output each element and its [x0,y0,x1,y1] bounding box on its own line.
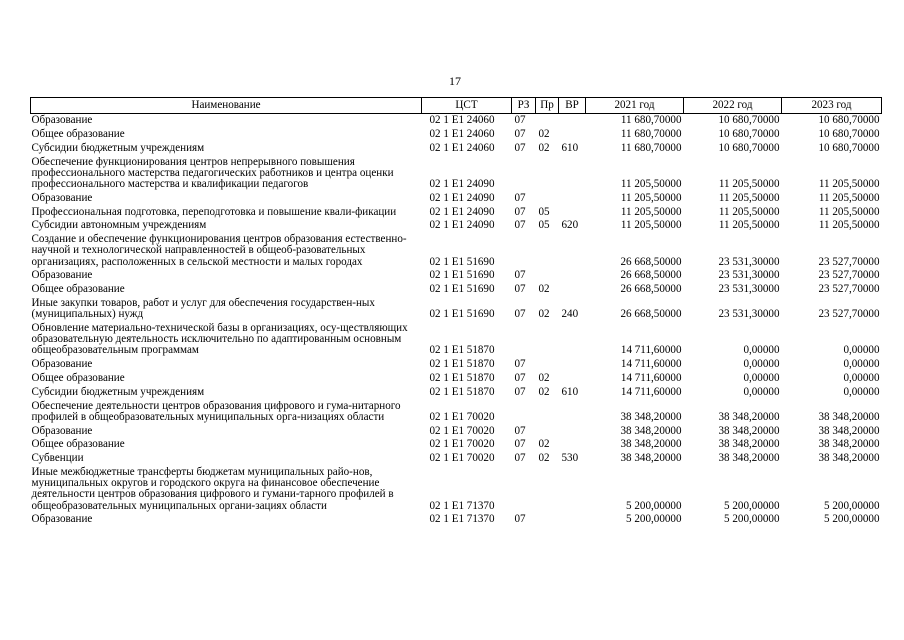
cell-vr [559,513,586,527]
table-row [31,372,882,386]
table-row [31,297,882,322]
cell-name: Образование [31,191,93,204]
cell-amount-2023: 0,00000 [843,344,880,357]
cell-rz [512,233,536,269]
cell-amount-2021: 5 200,00000 [626,513,682,526]
cell-rz [512,466,536,513]
cell-pr [536,322,559,358]
cell-cst: 02 1 E1 51690 [429,269,495,282]
header-vr: ВР [559,98,586,114]
cell-amount-2021: 11 205,50000 [620,178,682,191]
cell-cst: 02 1 E1 24060 [429,128,495,141]
cell-amount-2022: 0,00000 [743,372,780,385]
cell-vr: 610 [561,385,579,398]
cell-name: Субсидии бюджетным учреждениям [31,141,205,154]
cell-pr: 02 [538,308,550,321]
cell-name: Субсидии автономным учреждениям [31,219,207,232]
cell-name: Иные межбюджетные трансферты бюджетам муниципальных райо-нов, муниципальных округов и городского округа на финансовое обеспечение деятельности центров образования цифрового и гумани-тарного профилей в общеобразовательных муниципальных органи-зациях области [31,466,394,512]
cell-vr: 530 [561,452,579,465]
header-rz: РЗ [512,98,536,114]
header-cst: ЦСТ [422,98,512,114]
cell-rz: 07 [514,308,526,321]
cell-rz: 07 [514,358,526,371]
cell-amount-2023: 11 205,50000 [818,219,880,232]
cell-cst: 02 1 E1 70020 [429,438,495,451]
cell-amount-2022: 23 531,30000 [718,308,780,321]
cell-cst: 02 1 E1 71370 [429,513,495,526]
cell-amount-2021: 14 711,60000 [620,372,682,385]
cell-vr: 610 [561,141,579,154]
cell-pr [536,399,559,424]
cell-rz: 07 [514,205,526,218]
cell-cst: 02 1 E1 51870 [429,358,495,371]
cell-amount-2023: 0,00000 [843,385,880,398]
cell-pr: 05 [538,219,550,232]
cell-pr [536,269,559,283]
cell-vr [559,399,586,424]
cell-vr: 620 [561,219,579,232]
cell-vr [559,269,586,283]
cell-name: Образование [31,114,93,127]
cell-amount-2022: 23 531,30000 [718,283,780,296]
cell-cst: 02 1 E1 24090 [429,205,495,218]
table-row [31,322,882,358]
cell-rz: 07 [514,424,526,437]
table-row [31,386,882,400]
cell-rz: 07 [514,452,526,465]
cell-amount-2023: 0,00000 [843,372,880,385]
table-row [31,192,882,206]
cell-amount-2022: 5 200,00000 [724,513,780,526]
cell-cst: 02 1 E1 51690 [429,255,495,268]
cell-amount-2021: 11 680,70000 [620,141,682,154]
cell-amount-2021: 26 668,50000 [620,308,682,321]
cell-rz: 07 [514,128,526,141]
table-row [31,233,882,269]
cell-vr [559,358,586,372]
cell-amount-2022: 0,00000 [743,358,780,371]
cell-amount-2023: 11 205,50000 [818,191,880,204]
cell-amount-2022: 38 348,20000 [718,410,780,423]
cell-amount-2022: 23 531,30000 [718,269,780,282]
header-pr: Пр [536,98,559,114]
cell-amount-2021: 14 711,60000 [620,358,682,371]
cell-vr [559,233,586,269]
cell-amount-2022: 5 200,00000 [724,499,780,512]
cell-pr [536,424,559,438]
budget-table [30,97,882,527]
cell-pr: 02 [538,141,550,154]
table-row [31,269,882,283]
cell-rz: 07 [514,385,526,398]
cell-amount-2023: 38 348,20000 [818,424,880,437]
header-year-2022: 2022 год [684,98,782,114]
cell-amount-2022: 38 348,20000 [718,424,780,437]
cell-rz: 07 [514,372,526,385]
cell-amount-2021: 11 680,70000 [620,114,682,127]
cell-amount-2023: 11 205,50000 [818,178,880,191]
cell-vr [559,128,586,142]
cell-amount-2021: 26 668,50000 [620,269,682,282]
cell-amount-2023: 10 680,70000 [818,114,880,127]
cell-cst: 02 1 E1 51690 [429,308,495,321]
page-number: 17 [449,74,461,88]
cell-amount-2022: 11 205,50000 [718,205,780,218]
cell-amount-2021: 11 205,50000 [620,191,682,204]
cell-name: Образование [31,424,93,437]
cell-name: Субсидии бюджетным учреждениям [31,385,205,398]
table-row [31,114,882,128]
cell-amount-2021: 38 348,20000 [620,424,682,437]
header-year-2021: 2021 год [586,98,684,114]
cell-cst: 02 1 E1 51870 [429,372,495,385]
cell-amount-2023: 0,00000 [843,358,880,371]
cell-name: Обеспечение деятельности центров образования цифрового и гума-нитарного профилей в общеобразовательных муниципальных орга-низациях области [31,399,401,423]
cell-amount-2021: 38 348,20000 [620,410,682,423]
table-row [31,452,882,466]
cell-pr [536,513,559,527]
cell-amount-2023: 23 527,70000 [818,308,880,321]
cell-name: Обновление материально-технической базы в организациях, осу-ществляющих образовательную деятельность исключительно по адаптированным основным общеобразовательным программам [31,322,408,357]
cell-amount-2021: 14 711,60000 [620,344,682,357]
cell-name: Образование [31,358,93,371]
cell-rz: 07 [514,191,526,204]
cell-pr: 02 [538,438,550,451]
cell-amount-2021: 11 205,50000 [620,219,682,232]
cell-amount-2023: 11 205,50000 [818,205,880,218]
cell-amount-2022: 10 680,70000 [718,141,780,154]
cell-pr: 05 [538,205,550,218]
cell-name: Иные закупки товаров, работ и услуг для обеспечения государствен-ных (муниципальных) нужд [31,297,375,321]
table-row [31,438,882,452]
cell-amount-2023: 5 200,00000 [824,513,880,526]
cell-name: Образование [31,269,93,282]
cell-vr [559,322,586,358]
cell-name: Профессиональная подготовка, переподготовка и повышение квали-фикации [31,205,397,218]
cell-pr: 02 [538,283,550,296]
cell-cst: 02 1 E1 51870 [429,385,495,398]
cell-cst: 02 1 E1 51690 [429,283,495,296]
cell-cst: 02 1 E1 24090 [429,219,495,232]
cell-amount-2023: 38 348,20000 [818,410,880,423]
cell-amount-2021: 38 348,20000 [620,452,682,465]
cell-amount-2022: 0,00000 [743,344,780,357]
cell-amount-2021: 11 205,50000 [620,205,682,218]
table-row [31,128,882,142]
cell-amount-2022: 0,00000 [743,385,780,398]
cell-vr: 240 [561,308,579,321]
header-year-2023: 2023 год [782,98,882,114]
cell-rz: 07 [514,283,526,296]
table-row [31,142,882,156]
cell-rz: 07 [514,141,526,154]
cell-amount-2022: 23 531,30000 [718,255,780,268]
cell-cst: 02 1 E1 51870 [429,344,495,357]
cell-cst: 02 1 E1 24090 [429,178,495,191]
cell-amount-2022: 10 680,70000 [718,128,780,141]
table-body [31,114,882,527]
cell-vr [559,192,586,206]
cell-rz [512,322,536,358]
cell-pr [536,192,559,206]
cell-vr [559,466,586,513]
cell-name: Общее образование [31,438,125,451]
cell-amount-2021: 11 680,70000 [620,128,682,141]
cell-rz: 07 [514,219,526,232]
cell-pr [536,114,559,128]
cell-rz: 07 [514,513,526,526]
cell-rz: 07 [514,269,526,282]
table-row [31,466,882,513]
cell-amount-2022: 11 205,50000 [718,191,780,204]
table-header-row [31,98,882,114]
cell-rz [512,155,536,191]
cell-pr: 02 [538,452,550,465]
header-name: Наименование [31,98,422,114]
cell-amount-2022: 11 205,50000 [718,178,780,191]
cell-rz: 07 [514,438,526,451]
cell-vr [559,438,586,452]
cell-name: Создание и обеспечение функционирования центров образования естественно-научной и технологической направленностей в общеоб-разовательных организациях, расположенных в сельской местности и малых городах [31,233,407,268]
cell-amount-2021: 14 711,60000 [620,385,682,398]
cell-amount-2023: 5 200,00000 [824,499,880,512]
cell-pr [536,155,559,191]
cell-name: Обеспечение функционирования центров непрерывного повышения профессионального мастерства педагогических работников и центра оценки профессионального мастерства и квалификации педагогов [31,155,394,191]
cell-amount-2021: 38 348,20000 [620,438,682,451]
cell-cst: 02 1 E1 70020 [429,410,495,423]
cell-name: Субвенции [31,452,84,465]
cell-amount-2023: 38 348,20000 [818,438,880,451]
cell-pr [536,466,559,513]
cell-cst: 02 1 E1 70020 [429,424,495,437]
cell-amount-2023: 23 527,70000 [818,283,880,296]
cell-name: Образование [31,513,93,526]
cell-rz: 07 [514,114,526,127]
cell-vr [559,372,586,386]
table-row [31,283,882,297]
cell-vr [559,424,586,438]
cell-pr [536,358,559,372]
cell-amount-2022: 38 348,20000 [718,452,780,465]
table-row [31,155,882,191]
cell-amount-2023: 10 680,70000 [818,128,880,141]
cell-name: Общее образование [31,372,125,385]
cell-vr [559,283,586,297]
cell-amount-2021: 5 200,00000 [626,499,682,512]
cell-cst: 02 1 E1 71370 [429,499,495,512]
table-row [31,424,882,438]
cell-rz [512,399,536,424]
table-row [31,399,882,424]
cell-amount-2021: 26 668,50000 [620,255,682,268]
cell-pr: 02 [538,385,550,398]
cell-amount-2022: 11 205,50000 [718,219,780,232]
table-row [31,358,882,372]
table-row [31,513,882,527]
cell-vr [559,205,586,219]
table-row [31,219,882,233]
cell-vr [559,114,586,128]
cell-cst: 02 1 E1 24090 [429,191,495,204]
cell-cst: 02 1 E1 24060 [429,114,495,127]
cell-name: Общее образование [31,283,125,296]
cell-amount-2022: 38 348,20000 [718,438,780,451]
cell-cst: 02 1 E1 24060 [429,141,495,154]
cell-amount-2022: 10 680,70000 [718,114,780,127]
cell-pr [536,233,559,269]
cell-amount-2023: 10 680,70000 [818,141,880,154]
cell-name: Общее образование [31,128,125,141]
cell-pr: 02 [538,128,550,141]
cell-amount-2023: 23 527,70000 [818,255,880,268]
cell-cst: 02 1 E1 70020 [429,452,495,465]
cell-amount-2023: 23 527,70000 [818,269,880,282]
cell-pr: 02 [538,372,550,385]
cell-amount-2023: 38 348,20000 [818,452,880,465]
cell-vr [559,155,586,191]
cell-amount-2021: 26 668,50000 [620,283,682,296]
table-row [31,205,882,219]
